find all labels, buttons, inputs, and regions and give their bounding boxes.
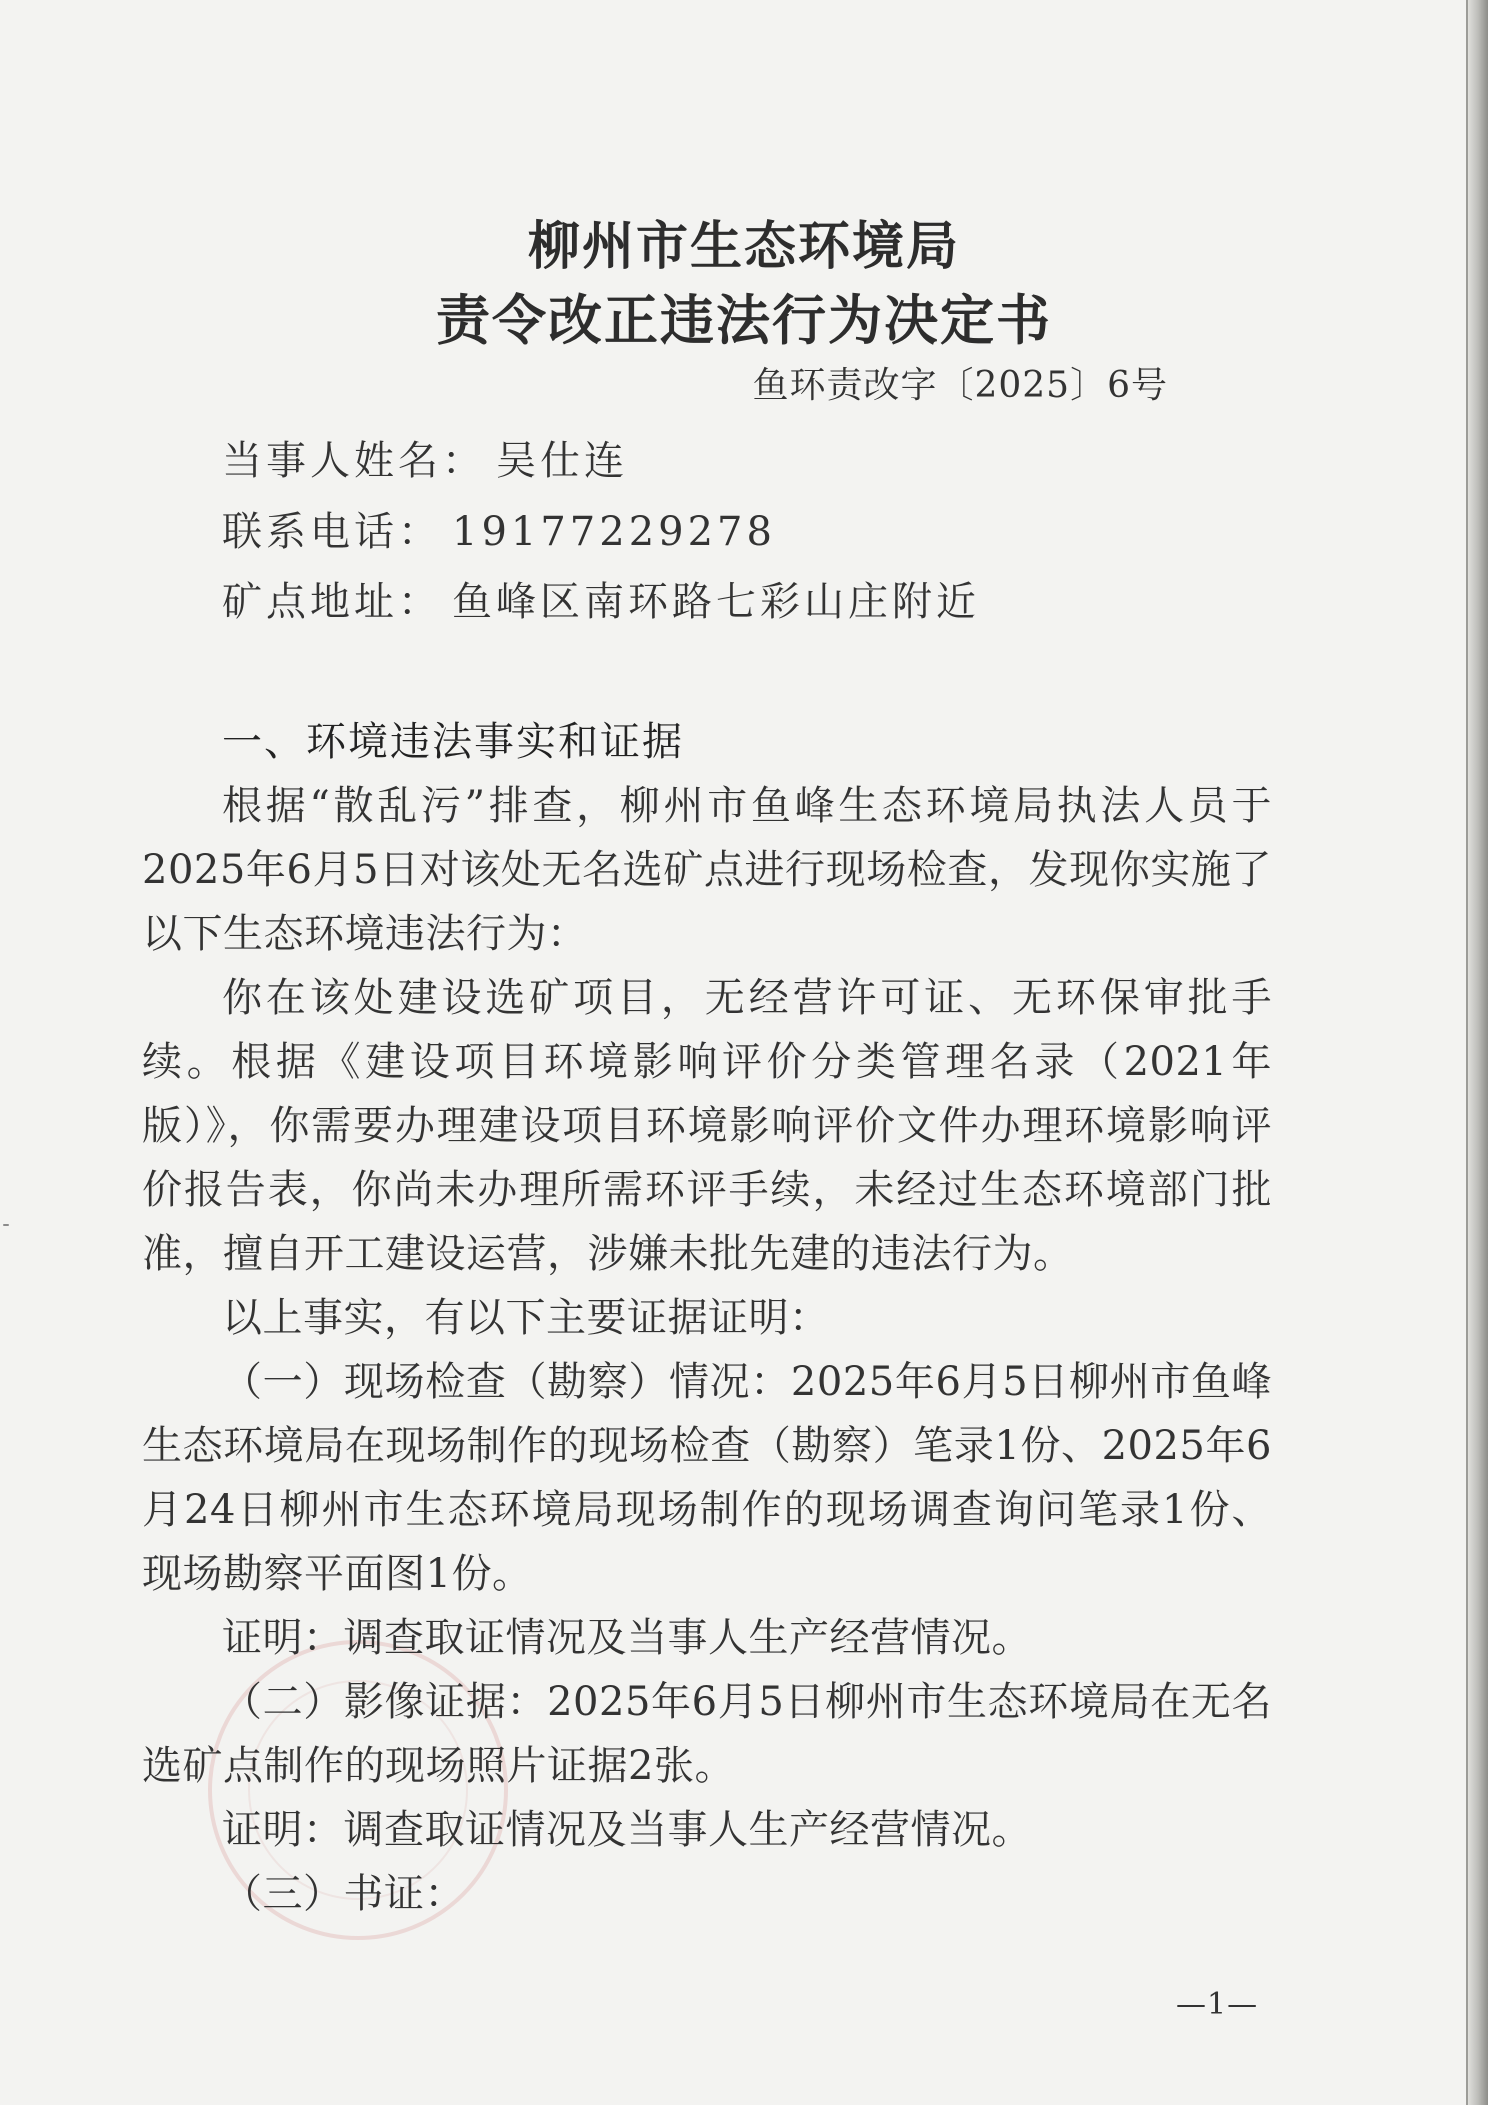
party-phone-value: 19177229278: [452, 509, 776, 555]
scan-artifact: [3, 1224, 9, 1226]
paragraph-inspection: 根据“散乱污”排查，柳州市鱼峰生态环境局执法人员于2025年6月5日对该处无名选矿点进行现场检查，发现你实施了以下生态环境违法行为：: [142, 783, 1272, 957]
party-name-line: [222, 438, 1122, 484]
paragraph-violation: 你在该处建设选矿项目，无经营许可证、无环保审批手续。根据《建设项目环境影响评价分类管理名录（2021年版）》，你需要办理建设项目环境影响评价文件办理环境影响评价报告表，你尚未办理所需环评手续，未经过生态环境部门批准，擅自开工建设运营，涉嫌未批先建的违法行为。: [142, 975, 1272, 1277]
paragraph-evidence-3: （三）书证：: [222, 1871, 465, 1917]
paragraph-evidence-1: （一）现场检查（勘察）情况：2025年6月5日柳州市鱼峰生态环境局在现场制作的现场检查（勘察）笔录1份、2025年6月24日柳州市生态环境局现场制作的现场调查询问笔录1份、现场勘察平面图1份。: [142, 1359, 1272, 1597]
section-heading-violation-facts: 一、环境违法事实和证据: [222, 719, 684, 765]
paragraph-proof-2: 证明：调查取证情况及当事人生产经营情况。: [222, 1807, 1032, 1853]
party-name-label: 当事人姓名：: [222, 438, 486, 484]
paragraph-evidence-intro: 以上事实，有以下主要证据证明：: [222, 1295, 830, 1341]
document-title-line2: 责令改正违法行为决定书: [436, 288, 1052, 352]
party-address-label: 矿点地址：: [222, 579, 442, 625]
party-name-value: 吴仕连: [496, 438, 628, 484]
page-number: —1—: [1176, 1987, 1259, 2022]
paragraph-proof-1: 证明：调查取证情况及当事人生产经营情况。: [222, 1615, 1032, 1661]
party-phone-label: 联系电话：: [222, 509, 442, 555]
paragraph-evidence-2: （二）影像证据：2025年6月5日柳州市生态环境局在无名选矿点制作的现场照片证据2张。: [142, 1679, 1272, 1789]
document-title-line1: 柳州市生态环境局: [527, 216, 960, 277]
party-address-value: 鱼峰区南环路七彩山庄附近: [452, 579, 980, 625]
party-address-line: [222, 579, 1122, 625]
document-number: 鱼环责改字〔2025〕6号: [752, 365, 1168, 406]
party-phone-line: [222, 509, 1122, 555]
